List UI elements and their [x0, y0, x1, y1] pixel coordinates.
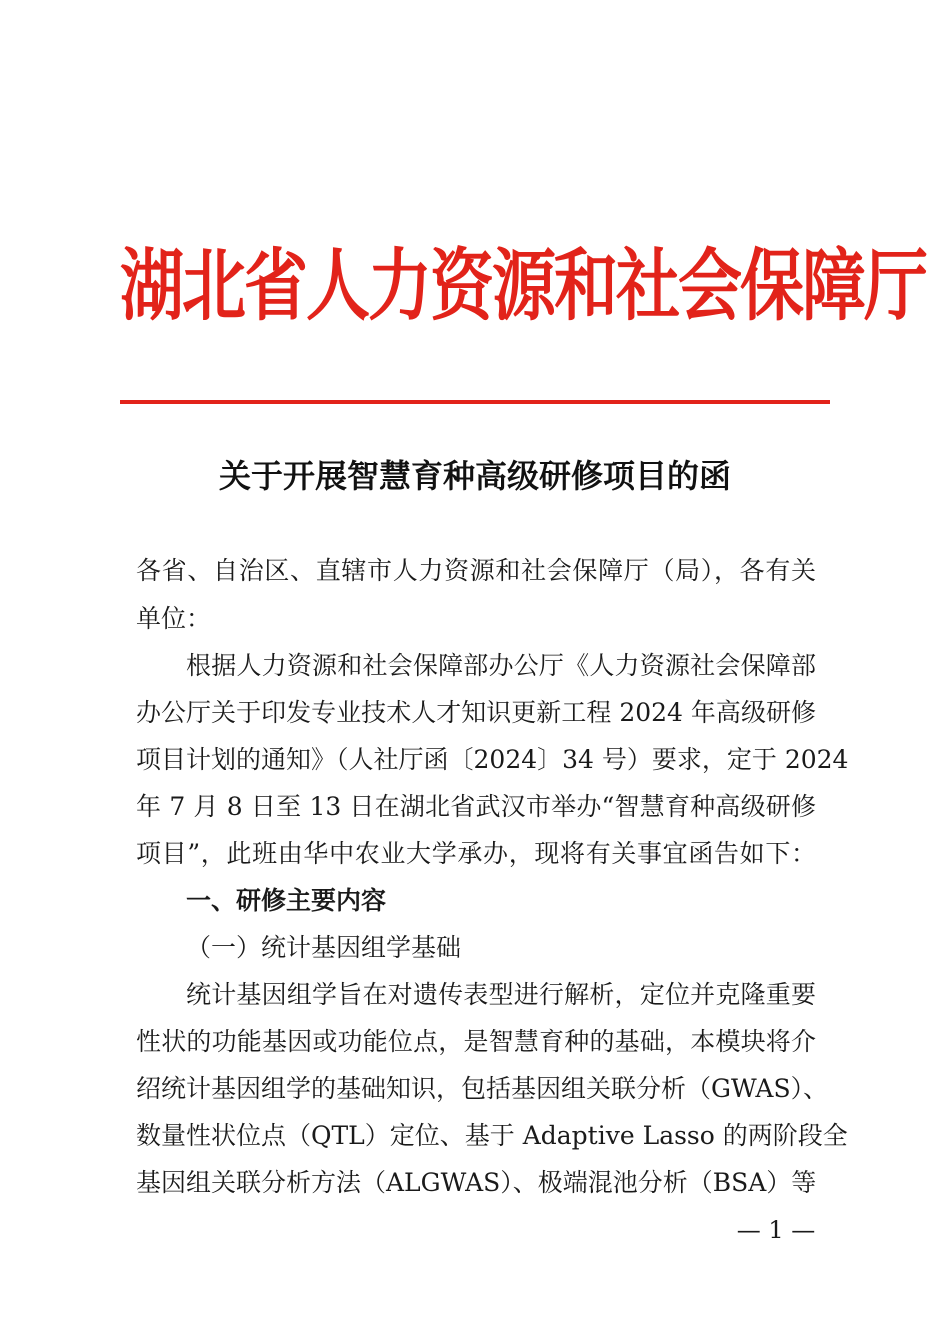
body-line: 统计基因组学旨在对遗传表型进行解析，定位并克隆重要: [186, 980, 816, 1009]
body-line: 基因组关联分析方法（ALGWAS）、极端混池分析（BSA）等: [136, 1168, 817, 1197]
page-number: — 1 —: [736, 1216, 816, 1244]
body-line: 性状的功能基因或功能位点，是智慧育种的基础，本模块将介: [136, 1027, 816, 1056]
intro-line: 项目计划的通知》（人社厅函〔2024〕34 号）要求，定于 2024: [136, 745, 849, 774]
intro-line: 项目”，此班由华中农业大学承办，现将有关事宜函告如下：: [136, 839, 816, 868]
section-heading: 一、研修主要内容: [186, 886, 387, 915]
salutation-line: 各省、自治区、直辖市人力资源和社会保障厅（局），各有关: [136, 556, 816, 585]
intro-line: 办公厅关于印发专业技术人才知识更新工程 2024 年高级研修: [136, 698, 816, 727]
salutation-line: 单位：: [136, 604, 212, 633]
body-line: 数量性状位点（QTL）定位、基于 Adaptive Lasso 的两阶段全: [136, 1121, 848, 1150]
intro-line: 根据人力资源和社会保障部办公厅《人力资源社会保障部: [186, 651, 816, 680]
issuer-masthead: 湖北省人力资源和社会保障厅: [120, 241, 926, 332]
body-line: 绍统计基因组学的基础知识，包括基因组关联分析（GWAS）、: [136, 1074, 829, 1103]
intro-line: 年 7 月 8 日至 13 日在湖北省武汉市举办“智慧育种高级研修: [136, 792, 816, 821]
document-title: 关于开展智慧育种高级研修项目的函: [218, 457, 731, 495]
subsection-heading: （一）统计基因组学基础: [186, 933, 462, 962]
red-divider: [120, 400, 830, 404]
